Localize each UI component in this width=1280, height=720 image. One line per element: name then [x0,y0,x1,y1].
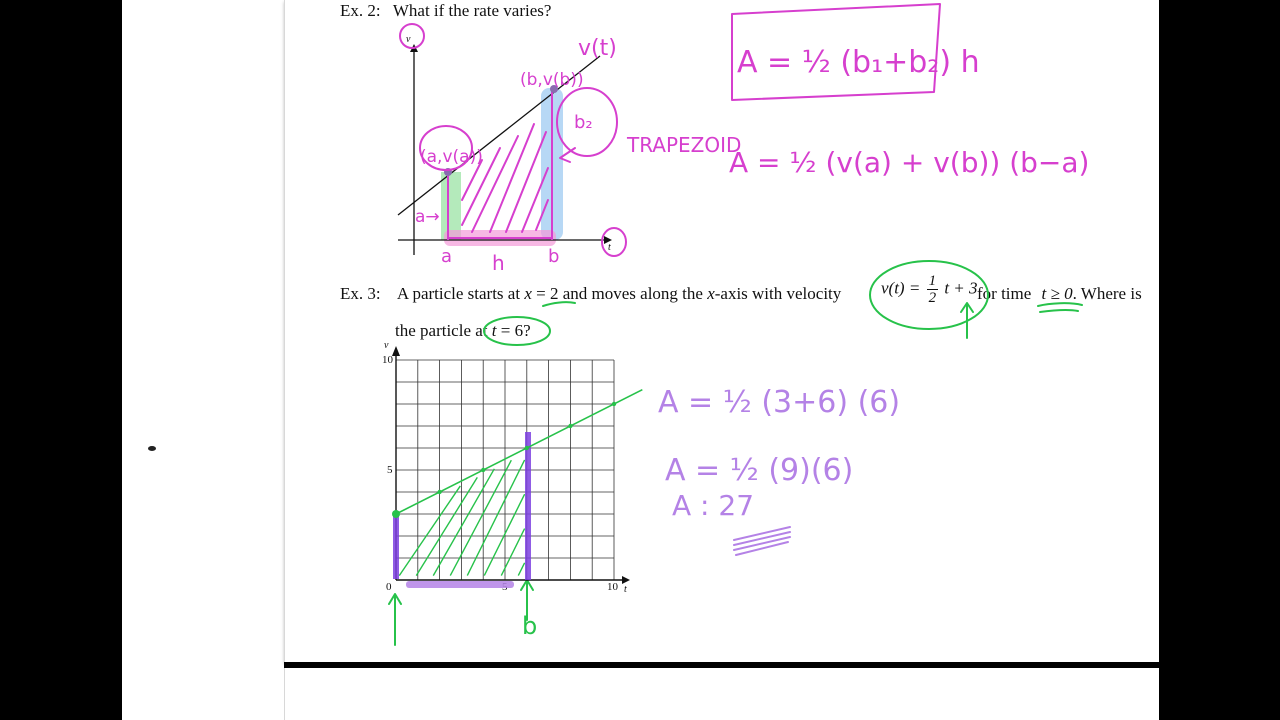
time-underline [1038,303,1082,312]
answer-underline [734,527,790,555]
ex3-tick-0: 0 [386,581,392,593]
ex3-text-b: -axis with velocity [714,284,842,303]
ex3-ytick-5: 5 [387,464,393,476]
ex3-calculations [658,385,900,555]
calc-step-2: A = ½ (9)(6) [665,453,854,488]
time-condition: t ≥ 0 [1041,284,1073,303]
ex3-text-line2a: the particle at [395,321,492,340]
hatch-line [518,563,524,576]
ex2-point-a-label: (a,v(a)) [420,147,483,167]
ex2-notes [626,4,1089,179]
ex3-grid [396,360,614,580]
velocity-rhs: t + 3 [944,278,978,298]
velocity-denominator: 2 [928,290,937,306]
ex2-a-arrow-label: a→ [415,207,440,227]
ex3-text-c: for time [977,284,1032,303]
ex2-graph [398,24,626,275]
hatch-line [399,486,460,576]
ex3-axis-t: t [624,584,627,595]
velocity-point [525,446,529,450]
ex2-a-label: a [441,246,453,267]
velocity-point [612,402,616,406]
t6-circle [484,317,550,345]
trapezoid-label: TRAPEZOID [627,133,742,157]
ex3-var-x: x [524,284,532,303]
ex3-text-line2b: = 6? [496,321,531,340]
ex3-graph [382,340,642,595]
velocity-point [392,510,400,518]
ex3-xtick-10: 10 [607,581,618,593]
ex2-green-strip [441,172,461,240]
ex3-text-d: . Where is [1072,284,1142,303]
ex3-x-arrowhead [622,576,630,584]
calc-step-3: A : 27 [672,489,755,522]
velocity-arrow [961,303,973,338]
ex3-var-t: t [491,321,497,340]
ex3-left-bar [393,515,399,579]
ex3-axis-v: v [384,340,389,351]
ex3-var-xaxis: x [707,284,715,303]
ex2-hatching [462,124,548,232]
ex2-question: What if the rate varies? [392,1,552,20]
velocity-lhs: v(t) = [881,278,921,298]
velocity-point [568,424,572,428]
ex3-text-eq: = 2 and moves along the [531,284,708,303]
ex3-label: Ex. 3: [340,284,381,303]
ex3-y-arrowhead [392,346,400,356]
velocity-area-formula: A = ½ (v(a) + v(b)) (b−a) [729,146,1090,179]
calc-step-1: A = ½ (3+6) (6) [658,385,901,420]
ex2-label: Ex. 2: [340,1,381,20]
ex2-h-label: h [492,251,505,275]
ex3-b-label: b [522,612,538,640]
x2-underline [543,302,575,306]
ex2-axis-t: t [608,242,611,253]
ex3-base-bar [406,581,514,588]
velocity-point [437,490,441,494]
ex3-text-a: A particle starts at [396,284,525,303]
velocity-point [481,468,485,472]
ex2-curve-label: v(t) [578,36,617,61]
hatch-line [433,469,494,576]
velocity-numerator: 1 [928,273,937,289]
ex3-right-bar [525,432,531,580]
start-arrow [389,594,401,645]
trapezoid-area-formula: A = ½ (b₁+b₂) h [737,45,980,80]
ex3-ytick-10: 10 [382,354,393,366]
velocity-circle [870,261,988,329]
ex2-axis-v: v [406,34,411,45]
ex2-point-b-label: (b,v(b)) [520,70,584,90]
ex2-b-label: b [548,246,560,267]
hatch-line [484,494,524,575]
velocity-line [396,390,642,514]
ex2-b2-label: b₂ [574,112,593,133]
